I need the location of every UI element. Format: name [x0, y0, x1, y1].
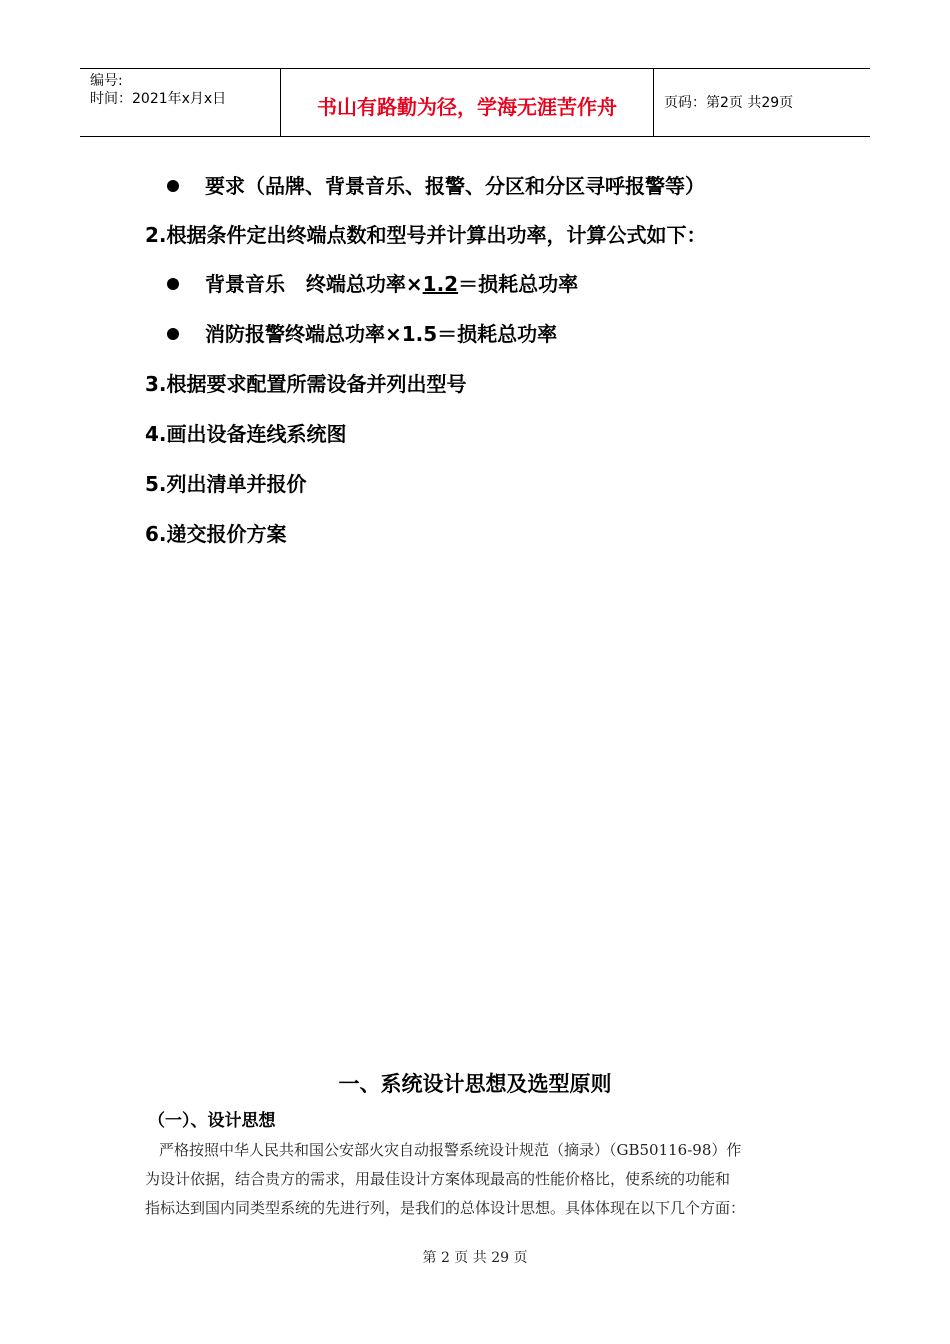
- step-2: 2.根据条件定出终端点数和型号并计算出功率，计算公式如下：: [145, 223, 707, 247]
- header-info-cell: [80, 69, 281, 136]
- design-paragraph: [145, 1136, 825, 1223]
- header-page-cell: [654, 69, 870, 136]
- paragraph-line: 严格按照中华人民共和国公安部火灾自动报警系统设计规范（摘录）（GB50116-98）作: [159, 1141, 742, 1159]
- time-label: 时间：2021年x月x日: [90, 91, 227, 107]
- page-info: 页码：第2页 共29页: [664, 95, 794, 111]
- bullet-dot: [167, 278, 179, 290]
- subsection-title: （一）、设计思想: [148, 1111, 276, 1131]
- bullet-dot: [167, 328, 179, 340]
- formula-factor: 1.2: [422, 272, 459, 296]
- header-motto-cell: [281, 69, 654, 136]
- step-5: 5.列出清单并报价: [145, 472, 307, 496]
- paragraph-line: 指标达到国内同类型系统的先进行列，是我们的总体设计思想。具体体现在以下几个方面：: [145, 1199, 746, 1217]
- step-4: 4.画出设备连线系统图: [145, 422, 347, 446]
- fire-alarm-formula: 消防报警终端总功率×1.5＝损耗总功率: [205, 322, 558, 346]
- formula-suffix: ＝损耗总功率: [458, 272, 579, 296]
- header-table: [80, 68, 870, 137]
- step-6: 6.递交报价方案: [145, 522, 287, 546]
- formula-prefix: 背景音乐 终端总功率×: [205, 272, 423, 296]
- bullet-dot: [167, 180, 179, 192]
- requirement-bullet: 要求（品牌、背景音乐、报警、分区和分区寻呼报警等）: [205, 174, 705, 198]
- motto: 书山有路勤为径，学海无涯苦作舟: [317, 95, 617, 119]
- bg-music-formula: [205, 271, 578, 297]
- page-footer: 第 2 页 共 29 页: [422, 1250, 528, 1266]
- step-3: 3.根据要求配置所需设备并列出型号: [145, 372, 467, 396]
- paragraph-line: 为设计依据，结合贵方的需求，用最佳设计方案体现最高的性能价格比，使系统的功能和: [145, 1170, 731, 1188]
- number-label: 编号:: [90, 73, 123, 89]
- section-title: 一、系统设计思想及选型原则: [338, 1072, 612, 1096]
